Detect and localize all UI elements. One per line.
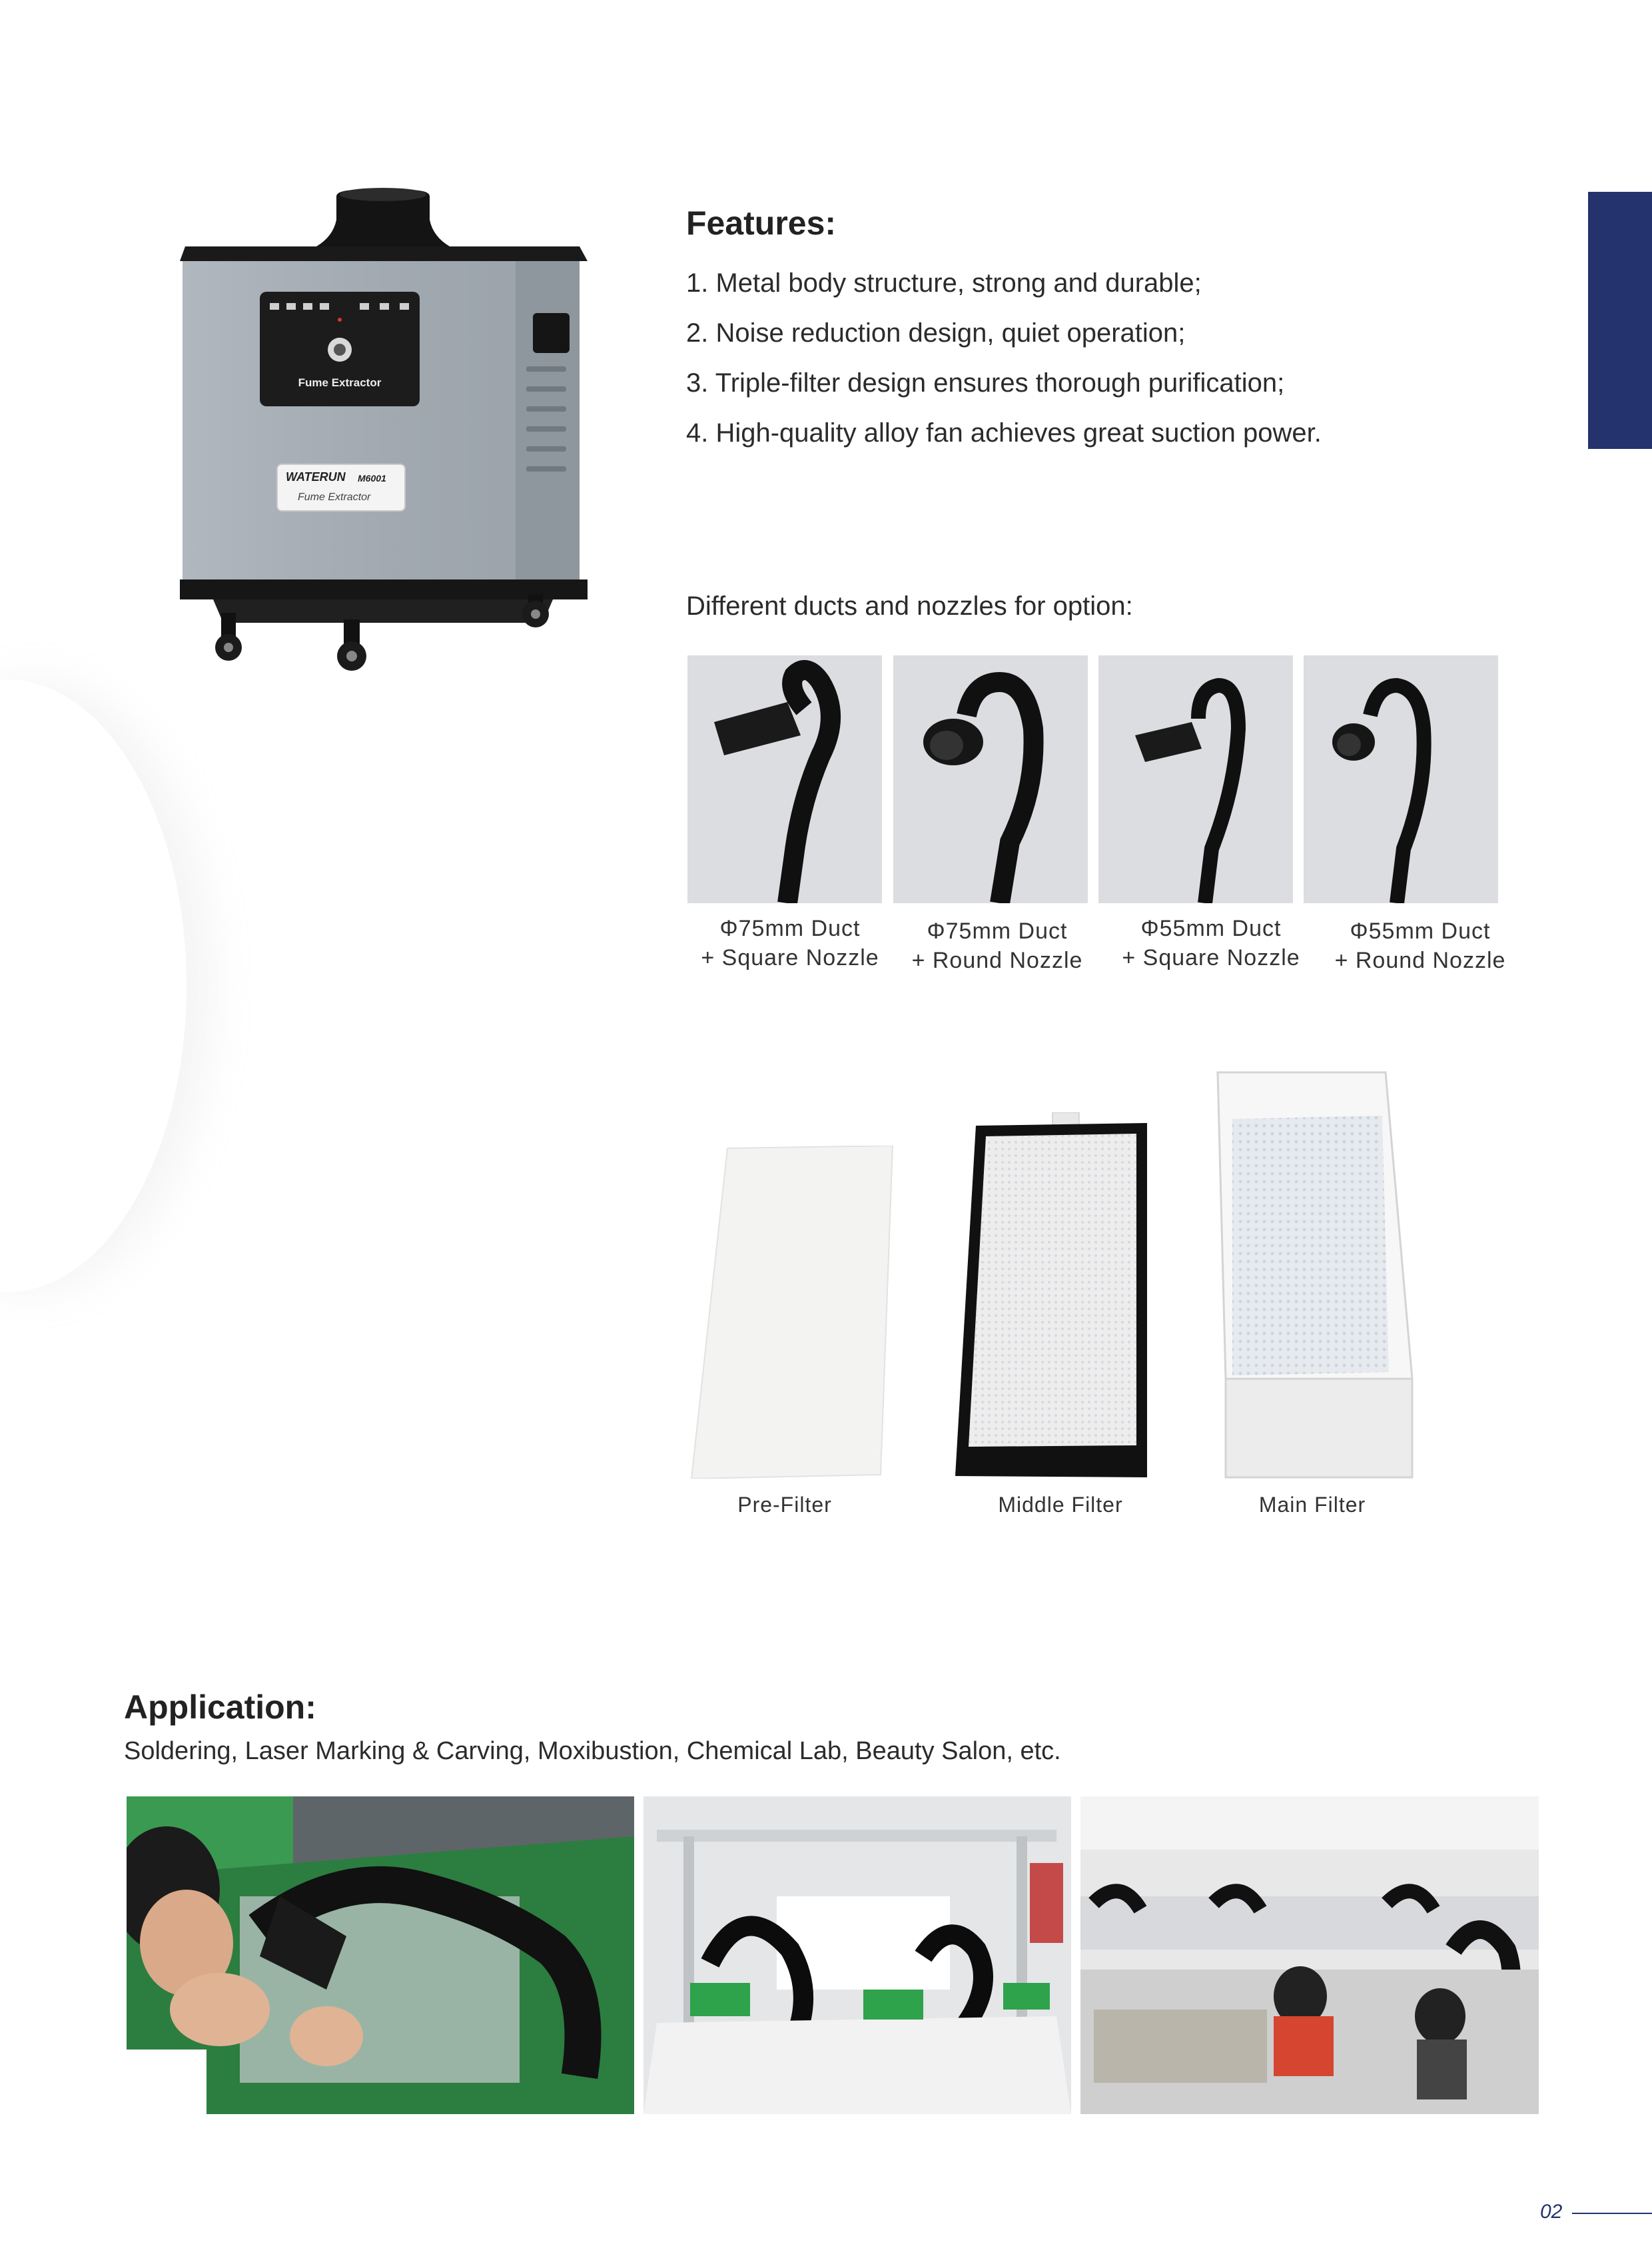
- feature-item: 2. Noise reduction design, quiet operation;: [686, 318, 1186, 348]
- application-title: Application:: [124, 1688, 316, 1726]
- duct-image-55-square: [1098, 655, 1293, 903]
- panel-label: Fume Extractor: [298, 376, 382, 389]
- duct-options-heading: Different ducts and nozzles for option:: [686, 591, 1133, 621]
- application-photo-production-line: [1080, 1796, 1539, 2114]
- background-swoosh: [0, 679, 187, 1292]
- main-filter-image: [1212, 1066, 1419, 1479]
- feature-item: 4. High-quality alloy fan achieves great suction power.: [686, 418, 1322, 448]
- duct-image-75-round: [893, 655, 1088, 903]
- duct-image-75-square: [687, 655, 882, 903]
- filter-label: Main Filter: [1258, 1493, 1366, 1517]
- filter-label: Middle Filter: [998, 1493, 1123, 1517]
- duct-caption: Φ75mm Duct + Round Nozzle: [911, 919, 1083, 973]
- page-number-rule: [1572, 2213, 1652, 2214]
- badge-model: M6001: [358, 473, 386, 484]
- badge-brand: WATERUN: [286, 470, 346, 484]
- application-text: Soldering, Laser Marking & Carving, Moxibustion, Chemical Lab, Beauty Salon, etc.: [124, 1737, 1061, 1765]
- badge-subtitle: Fume Extractor: [298, 492, 371, 503]
- middle-filter-image: [953, 1112, 1152, 1485]
- application-photo-workshop: [643, 1796, 1071, 2114]
- page-number: 02: [1540, 2201, 1563, 2223]
- feature-item: 3. Triple-filter design ensures thorough purification;: [686, 368, 1285, 398]
- pre-filter-image: [686, 1146, 899, 1479]
- feature-item: 1. Metal body structure, strong and durable;: [686, 268, 1202, 298]
- duct-caption: Φ55mm Duct + Round Nozzle: [1334, 919, 1506, 973]
- features-list: [686, 258, 1552, 458]
- duct-caption: Φ55mm Duct + Square Nozzle: [1122, 916, 1300, 970]
- application-photo-soldering: [127, 1796, 634, 2114]
- filter-label: Pre-Filter: [737, 1493, 832, 1517]
- duct-caption: Φ75mm Duct + Square Nozzle: [701, 916, 879, 970]
- fume-extractor-product-image: [180, 187, 606, 679]
- side-accent-tab: [1588, 192, 1652, 449]
- duct-image-55-round: [1304, 655, 1498, 903]
- features-title: Features:: [686, 204, 837, 242]
- product-badge: [278, 465, 404, 510]
